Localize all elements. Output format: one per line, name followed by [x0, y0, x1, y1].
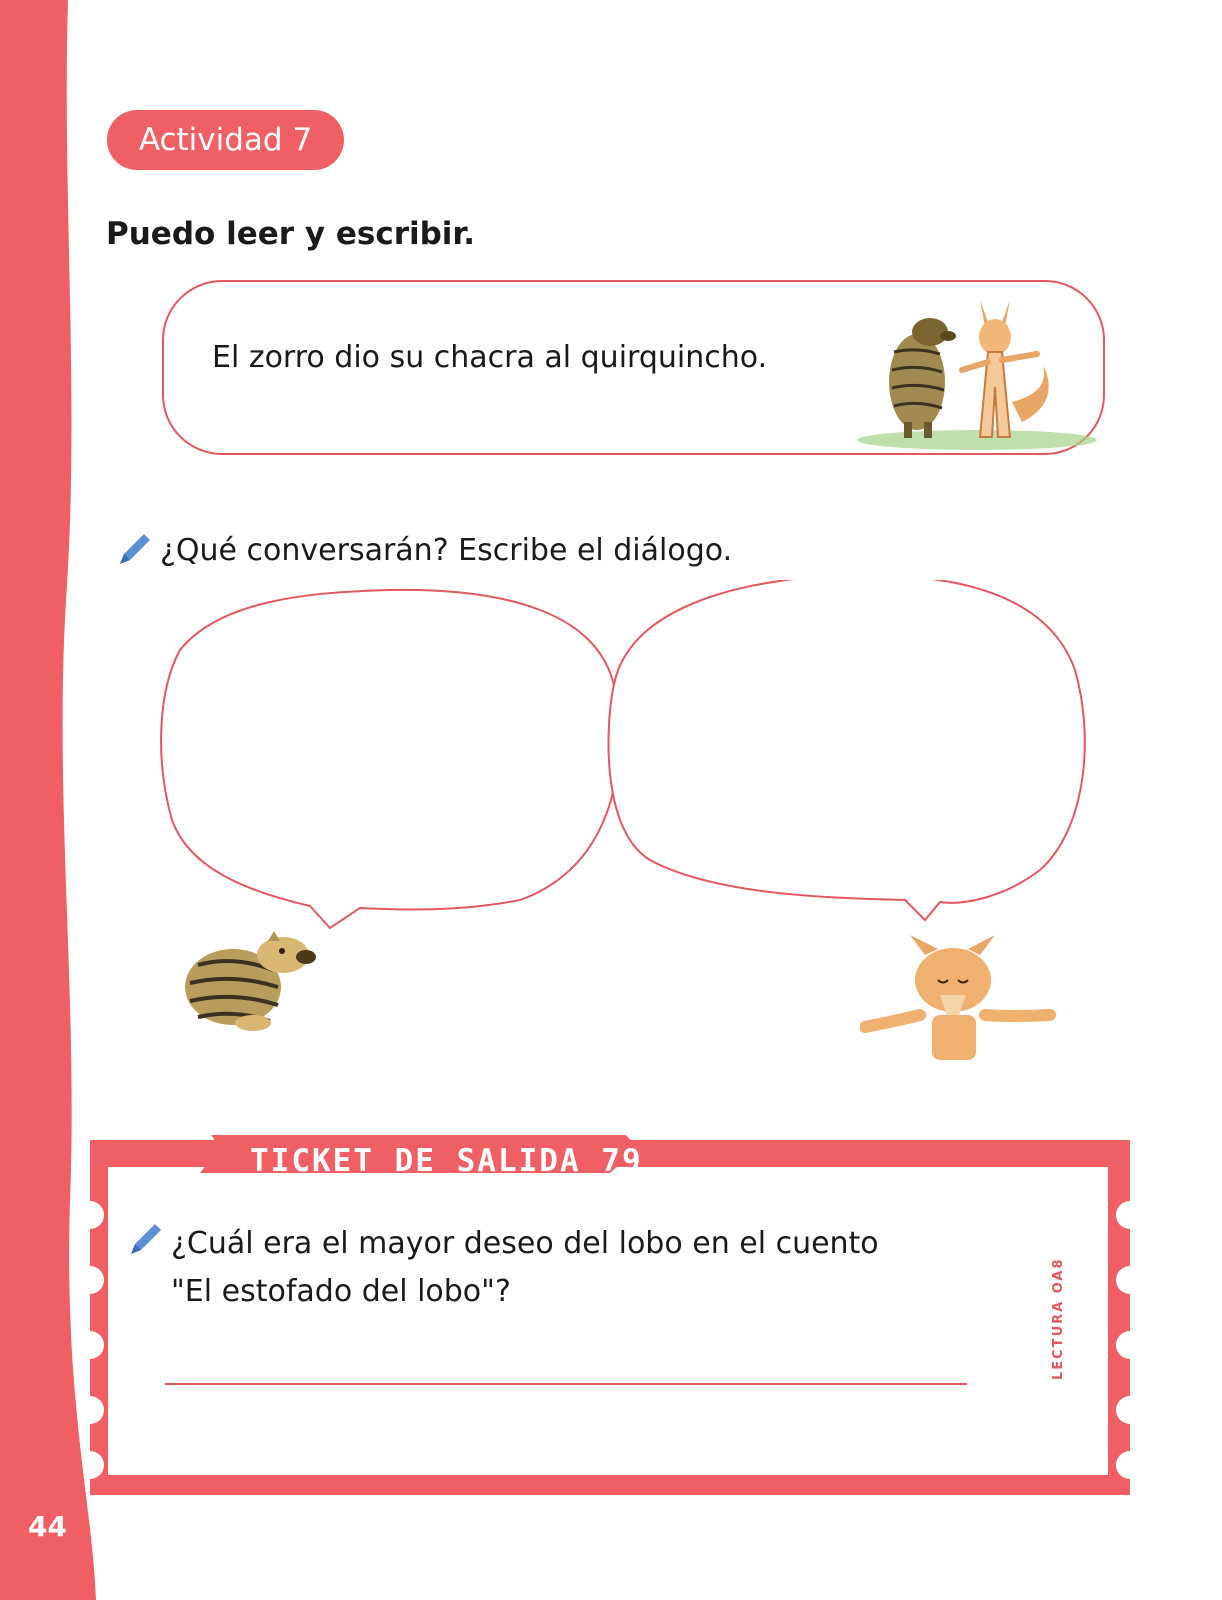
answer-line[interactable]: [165, 1383, 967, 1385]
speech-bubble-left[interactable]: [161, 590, 619, 928]
pencil-icon: [114, 530, 154, 570]
instruction: [114, 528, 732, 572]
side-label: LECTURA OA8: [1051, 1257, 1066, 1380]
speech-bubble-right[interactable]: [608, 580, 1084, 920]
ticket-title: TICKET DE SALIDA 79: [250, 1143, 643, 1179]
speech-bubbles: [160, 580, 1120, 940]
page-number: 44: [28, 1510, 67, 1543]
ticket-question: [125, 1220, 879, 1316]
ticket-question-line-1: ¿Cuál era el mayor deseo del lobo en el cuento: [171, 1226, 879, 1261]
sentence-box: [162, 280, 1105, 455]
page-heading: Puedo leer y escribir.: [106, 216, 476, 252]
sentence-text: El zorro dio su chacra al quirquincho.: [212, 340, 768, 375]
ticket-question-line-2: "El estofado del lobo"?: [171, 1274, 511, 1309]
instruction-text: ¿Qué conversarán? Escribe el diálogo.: [160, 532, 733, 568]
activity-label: Actividad 7: [107, 110, 344, 170]
armadillo-fox-illustration: [852, 292, 1102, 452]
pencil-icon: [125, 1220, 165, 1260]
fox-illustration: [860, 935, 1060, 1065]
armadillo-illustration: [178, 925, 328, 1035]
ticket-question-text: [171, 1220, 879, 1316]
